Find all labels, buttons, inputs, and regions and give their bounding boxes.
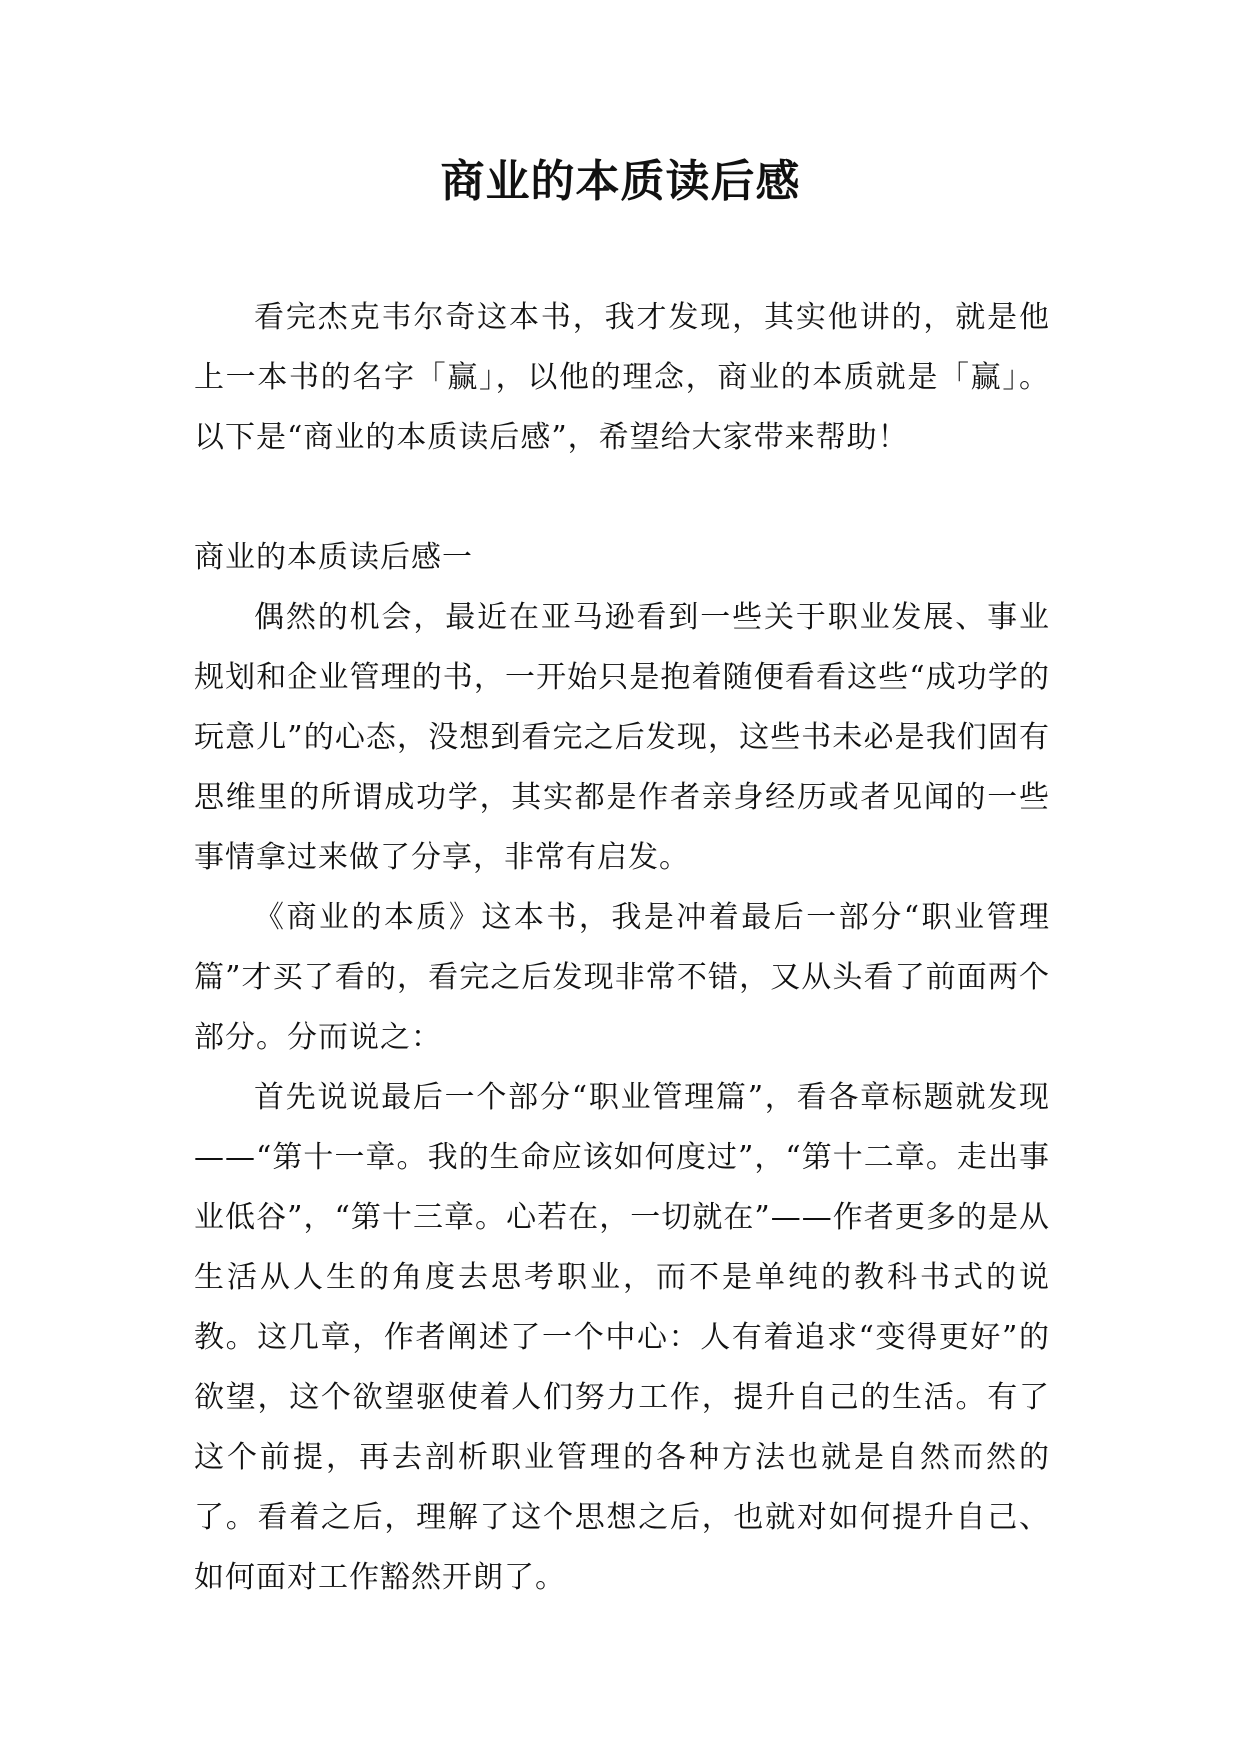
intro-paragraph: 看完杰克韦尔奇这本书，我才发现，其实他讲的，就是他上一本书的名字「赢」，以他的理念，商业的本质就是「赢」。以下是“商业的本质读后感”，希望给大家带来帮助！ — [194, 300, 1050, 455]
body-paragraph-1: 偶然的机会，最近在亚马逊看到一些关于职业发展、事业规划和企业管理的书，一开始只是抱着随便看看这些“成功学的玩意儿”的心态，没想到看完之后发现，这些书未必是我们固有思维里的所谓成功学，其实都是作者亲身经历或者见闻的一些事情拿过来做了分享，非常有启发。 — [194, 600, 1050, 875]
document-title: 商业的本质读后感 — [440, 156, 801, 207]
body-paragraph-2: 《商业的本质》这本书，我是冲着最后一部分“职业管理篇”才买了看的，看完之后发现非常不错，又从头看了前面两个部分。分而说之： — [194, 900, 1050, 1055]
section-heading: 商业的本质读后感一 — [194, 540, 473, 575]
body-paragraph-3: 首先说说最后一个部分“职业管理篇”，看各章标题就发现——“第十一章。我的生命应该如何度过”，“第十二章。走出事业低谷”，“第十三章。心若在，一切就在”——作者更多的是从生活从人生的角度去思考职业，而不是单纯的教科书式的说教。这几章，作者阐述了一个中心：人有着追求“变得更好”的欲望，这个欲望驱使着人们努力工作，提升自己的生活。有了这个前提，再去剖析职业管理的各种方法也就是自然而然的了。看着之后，理解了这个思想之后，也就对如何提升自己、如何面对工作豁然开朗了。 — [194, 1080, 1050, 1595]
document-body — [194, 288, 1050, 1608]
